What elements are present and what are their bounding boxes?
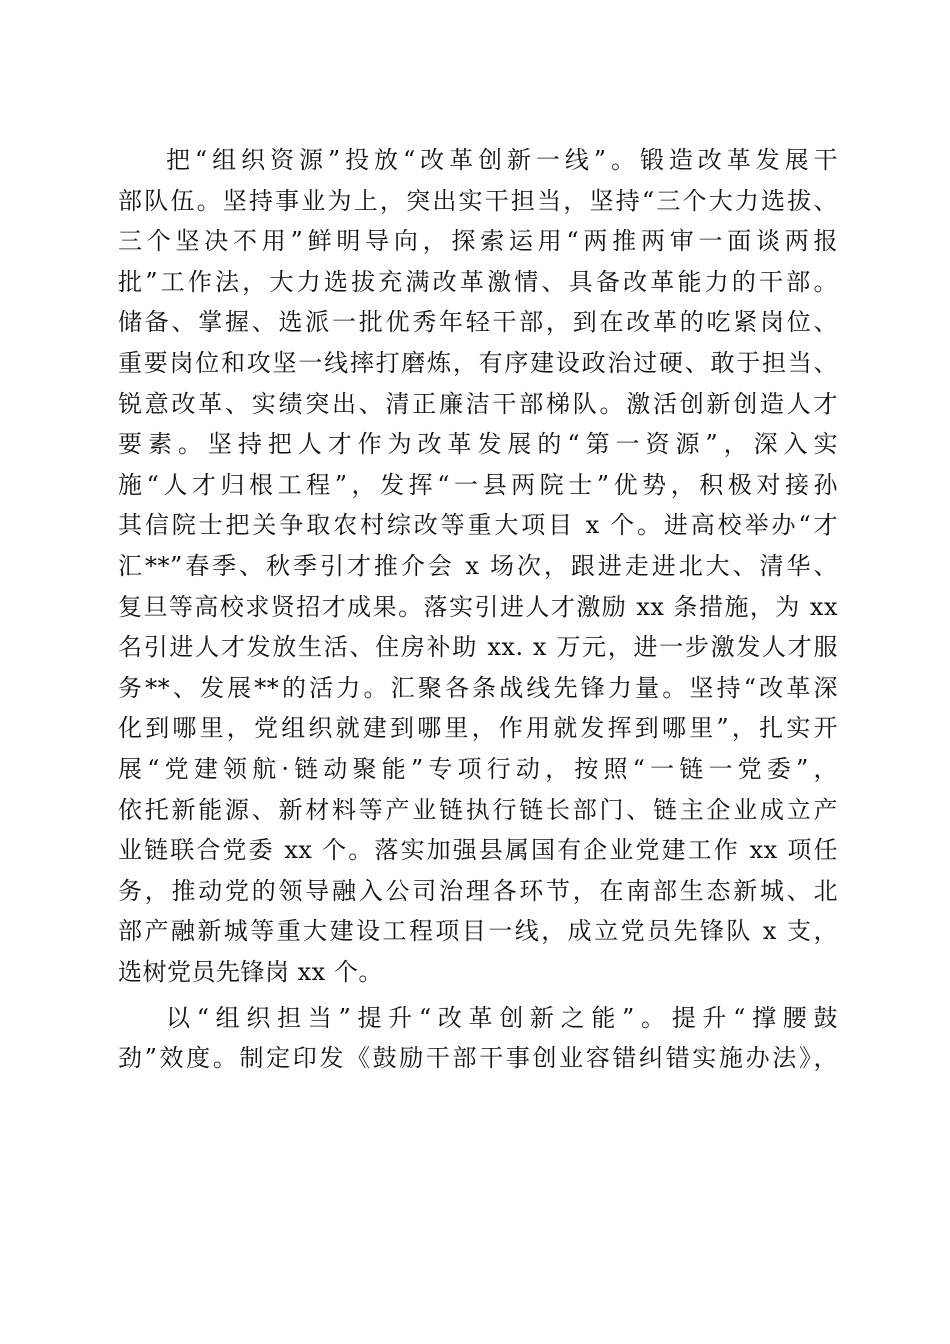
text-line: 展“党建领航·链动聚能”专项行动，按照“一链一党委”， — [118, 755, 838, 783]
text-line: 名引进人才发放生活、住房补助 xx. x 万元，进一步激发人才服 — [118, 633, 838, 662]
text-line: 部队伍。坚持事业为上，突出实干担当，坚持“三个大力选拔、 — [118, 186, 838, 215]
text-line: 储备、掌握、选派一批优秀年轻干部，到在改革的吃紧岗位、 — [118, 308, 838, 337]
text-line: 要素。坚持把人才作为改革发展的“第一资源”，深入实 — [118, 430, 838, 459]
text-line: 依托新能源、新材料等产业链执行链长部门、链主企业成立产 — [118, 795, 838, 824]
text-line: 务，推动党的领导融入公司治理各环节，在南部生态新城、北 — [118, 876, 838, 905]
text-line: 选树党员先锋岗 xx 个。 — [118, 958, 383, 986]
text-line: 复旦等高校求贤招才成果。落实引进人才激励 xx 条措施，为 xx — [118, 592, 838, 621]
text-line: 把“组织资源”投放“改革创新一线”。锻造改革发展干 — [166, 146, 838, 174]
text-line: 部产融新城等重大建设工程项目一线，成立党员先锋队 x 支， — [118, 917, 838, 946]
text-line: 以“组织担当”提升“改革创新之能”。提升“撑腰鼓 — [166, 1003, 838, 1032]
text-line: 化到哪里，党组织就建到哪里，作用就发挥到哪里”，扎实开 — [118, 714, 838, 743]
text-line: 务**、发展**的活力。汇聚各条战线先锋力量。坚持“改革深 — [118, 673, 838, 702]
text-line: 汇**”春季、秋季引才推介会 x 场次，跟进走进北大、清华、 — [118, 552, 838, 580]
text-line: 三个坚决不用”鲜明导向，探索运用“两推两审一面谈两报 — [118, 227, 838, 256]
text-line: 批”工作法，大力选拔充满改革激情、具备改革能力的干部。 — [118, 267, 838, 296]
text-line: 劲”效度。制定印发《鼓励干部干事创业容错纠错实施办法》， — [118, 1044, 838, 1073]
text-line: 业链联合党委 xx 个。落实加强县属国有企业党建工作 xx 项任 — [118, 836, 838, 865]
text-line: 其信院士把关争取农村综改等重大项目 x 个。进高校举办“才 — [118, 511, 838, 540]
text-line: 施“人才归根工程”，发挥“一县两院士”优势，积极对接孙 — [118, 470, 838, 499]
text-line: 锐意改革、实绩突出、清正廉洁干部梯队。激活创新创造人才 — [118, 389, 838, 418]
text-line: 重要岗位和攻坚一线摔打磨炼，有序建设政治过硬、敢于担当、 — [118, 349, 838, 377]
